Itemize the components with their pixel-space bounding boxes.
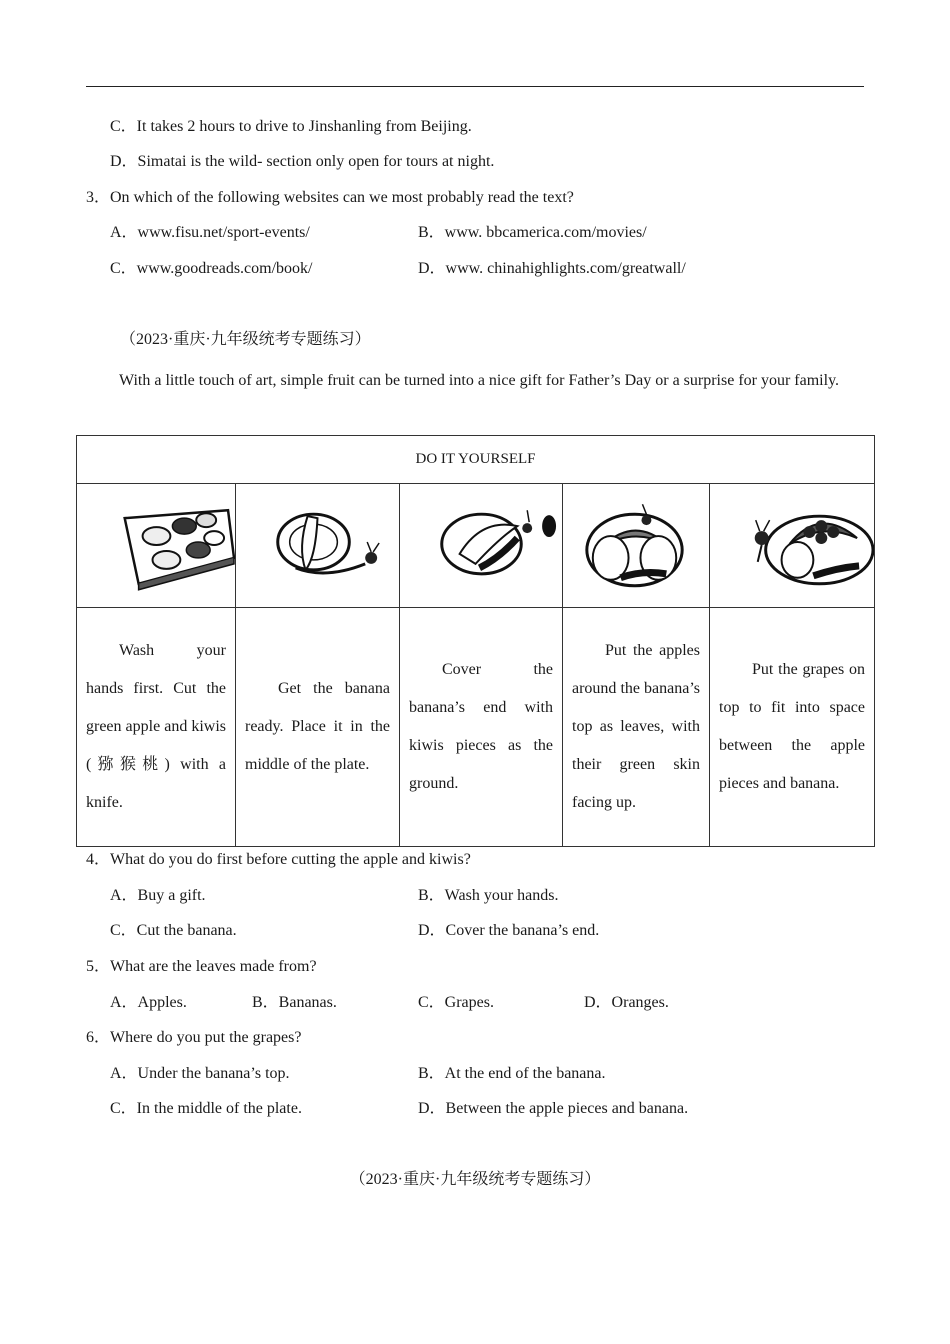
q4-option-b[interactable]: B．Wash your hands. <box>418 887 559 904</box>
step-5-picture <box>710 484 875 608</box>
q4-option-c[interactable]: C．Cut the banana. <box>110 922 237 939</box>
diy-table <box>76 435 875 847</box>
step-1-picture <box>77 484 236 608</box>
q3-option-b[interactable]: B．www. bbcamerica.com/movies/ <box>418 224 647 241</box>
step-5-text: Put the grapes on top to fit into space between the apple pieces and banana. <box>719 661 865 792</box>
passage-intro-text: With a little touch of art, simple fruit can be turned into a nice gift for Father’s Day or a surprise for your family. <box>119 372 840 389</box>
q5-option-c[interactable]: C．Grapes. <box>418 994 494 1011</box>
diy-table-title: DO IT YOURSELF <box>77 436 875 484</box>
passage-source: （2023·重庆·九年级统考专题练习） <box>120 331 371 348</box>
banana-end-covered-with-kiwi-picture <box>400 498 562 593</box>
q6-stem: 6．Where do you put the grapes? <box>86 1029 302 1046</box>
q4-option-d[interactable]: D．Cover the banana’s end. <box>418 922 600 939</box>
step-2-text: Get the banana ready. Place it in the middle of the plate. <box>245 680 390 773</box>
step-4-cell <box>563 608 710 847</box>
step-4-text: Put the apples around the banana’s top as leaves, with their green skin facing up. <box>572 642 700 811</box>
next-passage-source: （2023·重庆·九年级统考专题练习） <box>349 1171 601 1188</box>
q4-option-a[interactable]: A．Buy a gift. <box>110 887 206 904</box>
step-3-text: Cover the banana’s end with kiwis pieces as the ground. <box>409 661 553 792</box>
q3-option-d[interactable]: D．www. chinahighlights.com/greatwall/ <box>418 260 686 277</box>
q4-stem: 4．What do you do first before cutting the apple and kiwis? <box>86 851 471 868</box>
q6-option-c[interactable]: C．In the middle of the plate. <box>110 1100 302 1117</box>
grapes-between-apples-and-banana-picture <box>710 498 874 593</box>
q6-option-a[interactable]: A．Under the banana’s top. <box>110 1065 290 1082</box>
step-1-text: Wash your hands first. Cut the green apple and kiwis (猕猴桃) with a knife. <box>86 642 226 811</box>
q5-option-b[interactable]: B．Bananas. <box>252 994 337 1011</box>
q5-option-a[interactable]: A．Apples. <box>110 994 187 1011</box>
q3-option-c[interactable]: C．www.goodreads.com/book/ <box>110 260 313 277</box>
q6-option-b[interactable]: B．At the end of the banana. <box>418 1065 606 1082</box>
q6-option-d[interactable]: D．Between the apple pieces and banana. <box>418 1100 689 1117</box>
step-1-cell <box>77 608 236 847</box>
plate-with-apple-and-kiwi-slices-picture <box>77 498 235 593</box>
banana-on-plate-picture <box>236 498 399 593</box>
step-4-picture <box>563 484 710 608</box>
header-rule <box>86 86 864 87</box>
step-2-picture <box>236 484 400 608</box>
apple-leaves-around-banana-picture <box>563 498 709 593</box>
passage-intro <box>86 362 864 400</box>
q3-option-a[interactable]: A．www.fisu.net/sport-events/ <box>110 224 310 241</box>
q5-stem: 5．What are the leaves made from? <box>86 958 317 975</box>
step-3-picture <box>400 484 563 608</box>
q2-option-c[interactable]: C．It takes 2 hours to drive to Jinshanling from Beijing. <box>110 118 472 135</box>
q2-option-d[interactable]: D．Simatai is the wild- section only open for tours at night. <box>110 153 495 170</box>
step-3-cell <box>400 608 563 847</box>
q5-option-d[interactable]: D．Oranges. <box>584 994 669 1011</box>
q3-stem: 3．On which of the following websites can we most probably read the text? <box>86 189 574 206</box>
step-2-cell <box>236 608 400 847</box>
step-5-cell <box>710 608 875 847</box>
